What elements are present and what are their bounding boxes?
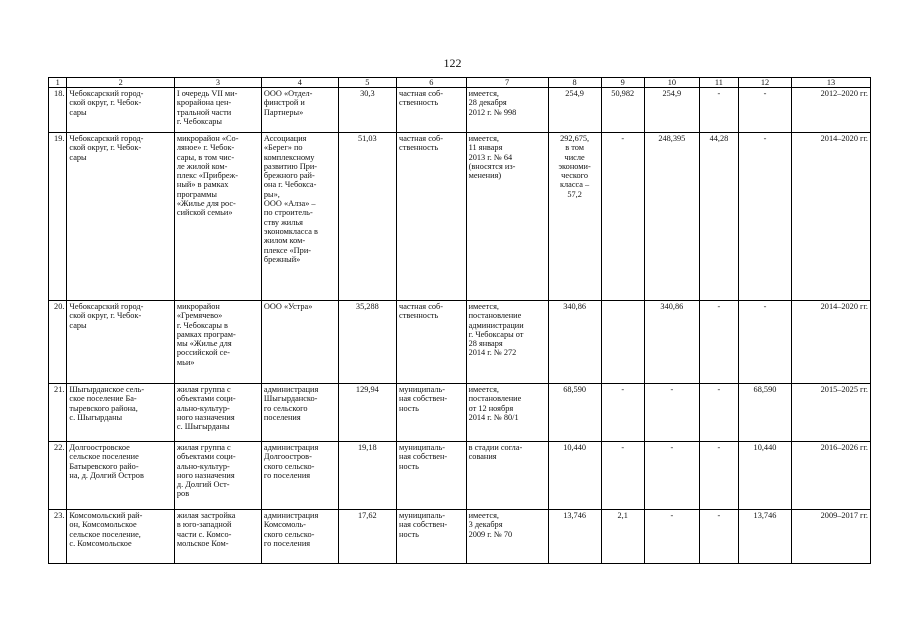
column-header: 7 [466,78,548,88]
value-cell: 248,395 [644,133,699,301]
column-header: 6 [397,78,467,88]
value-cell: 340,86 [644,301,699,384]
column-header: 13 [792,78,871,88]
ownership-cell: частная соб- ственность [397,133,467,301]
column-header: 2 [67,78,174,88]
value-cell: 10,440 [738,442,791,510]
ownership-cell: муниципаль- ная собствен- ность [397,510,467,564]
object-cell: микрорайон «Со- ляное» г. Чебок- сары, в том чис- ле жилой ком- плекс «Прибреж- ный» в рамках программы «Жилье для рос- сийской семьи» [174,133,261,301]
location-cell: Комсомольский рай- он, Комсомольское сельское поселение, с. Комсомольское [67,510,174,564]
area-cell: 129,94 [338,384,396,442]
column-header: 10 [644,78,699,88]
developer-cell: администрация Шыгырданско- го сельского поселения [261,384,338,442]
row-number: 21. [49,384,67,442]
period-cell: 2014–2020 гг. [792,133,871,301]
period-cell: 2015–2025 гг. [792,384,871,442]
total-volume-cell: 340,86 [548,301,601,384]
document-cell: имеется, постановление от 12 ноября 2014 г. № 80/1 [466,384,548,442]
value-cell: 68,590 [738,384,791,442]
value-cell: - [601,384,644,442]
object-cell: микрорайон «Гремячево» г. Чебоксары в рамках програм- мы «Жилье для российской се- мьи» [174,301,261,384]
value-cell: 50,982 [601,88,644,133]
object-cell: жилая застройка в юго-западной части с. Комсо- мольское Ком- [174,510,261,564]
table-row [49,133,871,301]
area-cell: 51,03 [338,133,396,301]
table-row [49,384,871,442]
object-cell: I очередь VII ми- крорайона цен- тральной части г. Чебоксары [174,88,261,133]
document-cell: имеется, 11 января 2013 г. № 64 (вносятся из- менения) [466,133,548,301]
total-volume-cell: 13,746 [548,510,601,564]
document-cell: в стадии согла- сования [466,442,548,510]
location-cell: Чебоксарский город- ской округ, г. Чебок- сары [67,301,174,384]
total-volume-cell: 10,440 [548,442,601,510]
page-number: 122 [443,56,462,70]
row-number: 23. [49,510,67,564]
area-cell: 30,3 [338,88,396,133]
location-cell: Шыгырданское сель- ское поселение Ба- тыревского района, с. Шыгырданы [67,384,174,442]
row-number: 20. [49,301,67,384]
value-cell: - [644,510,699,564]
table-row [49,442,871,510]
document-cell: имеется, 3 декабря 2009 г. № 70 [466,510,548,564]
developer-cell: администрация Комсомоль- ского сельско- го поселения [261,510,338,564]
area-cell: 35,288 [338,301,396,384]
table-row [49,301,871,384]
column-header-row [49,78,871,88]
column-header: 3 [174,78,261,88]
period-cell: 2012–2020 гг. [792,88,871,133]
column-header: 11 [699,78,738,88]
row-number: 19. [49,133,67,301]
column-header: 8 [548,78,601,88]
value-cell: - [699,301,738,384]
value-cell: 2,1 [601,510,644,564]
ownership-cell: частная соб- ственность [397,301,467,384]
table-row [49,510,871,564]
period-cell: 2014–2020 гг. [792,301,871,384]
developer-cell: ООО «Отдел- финстрой и Партнеры» [261,88,338,133]
column-header: 9 [601,78,644,88]
ownership-cell: частная соб- ственность [397,88,467,133]
value-cell: 254,9 [644,88,699,133]
developer-cell: Ассоциация «Берег» по комплексному развитию При- брежного рай- она г. Чебокса- ры», ООО «Алза» – по строитель- ству жилья экономкласса в жилом ком- плексе «При- брежный» [261,133,338,301]
value-cell: - [644,442,699,510]
location-cell: Долгоостровское сельское поселение Батыревского райо- на, д. Долгий Остров [67,442,174,510]
area-cell: 17,62 [338,510,396,564]
housing-projects-table [48,77,871,564]
value-cell: - [738,301,791,384]
value-cell: - [738,88,791,133]
column-header: 1 [49,78,67,88]
value-cell [601,301,644,384]
total-volume-cell: 254,9 [548,88,601,133]
value-cell: 13,746 [738,510,791,564]
document-cell: имеется, 28 декабря 2012 г. № 998 [466,88,548,133]
value-cell: - [601,133,644,301]
value-cell: - [601,442,644,510]
developer-cell: ООО «Устра» [261,301,338,384]
value-cell: 44,28 [699,133,738,301]
row-number: 18. [49,88,67,133]
total-volume-cell: 68,590 [548,384,601,442]
row-number: 22. [49,442,67,510]
value-cell: - [699,384,738,442]
value-cell: - [738,133,791,301]
value-cell: - [644,384,699,442]
value-cell: - [699,88,738,133]
developer-cell: администрация Долгоостров- ского сельско- го поселения [261,442,338,510]
document-cell: имеется, постановление администрации г. Чебоксары от 28 января 2014 г. № 272 [466,301,548,384]
value-cell: - [699,510,738,564]
location-cell: Чебоксарский город- ской округ, г. Чебок- сары [67,88,174,133]
location-cell: Чебоксарский город- ской округ, г. Чебок- сары [67,133,174,301]
object-cell: жилая группа с объектами соци- ально-культур- ного назначения с. Шыгырданы [174,384,261,442]
value-cell: - [699,442,738,510]
period-cell: 2016–2026 гг. [792,442,871,510]
column-header: 5 [338,78,396,88]
column-header: 12 [738,78,791,88]
ownership-cell: муниципаль- ная собствен- ность [397,442,467,510]
table-row [49,88,871,133]
total-volume-cell: 292,675, в том числе экономи- ческого класса – 57,2 [548,133,601,301]
ownership-cell: муниципаль- ная собствен- ность [397,384,467,442]
period-cell: 2009–2017 гг. [792,510,871,564]
column-header: 4 [261,78,338,88]
area-cell: 19,18 [338,442,396,510]
object-cell: жилая группа с объектами соци- ально-культур- ного назначения д. Долгий Ост- ров [174,442,261,510]
